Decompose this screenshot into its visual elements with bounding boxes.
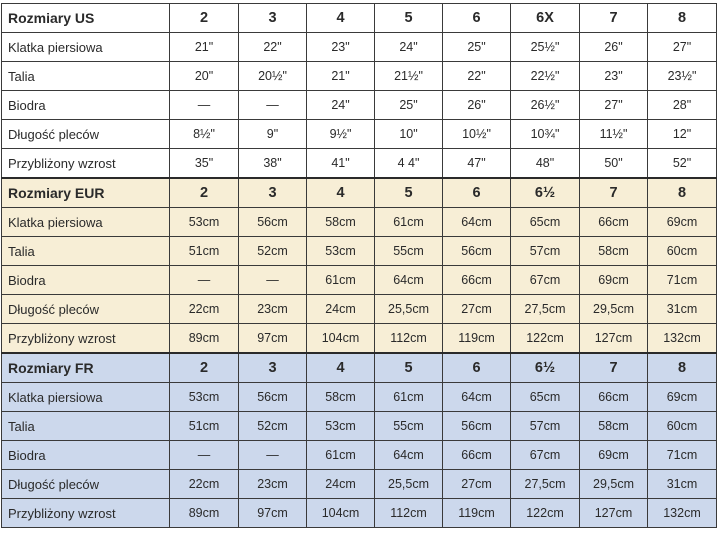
table-cell: 65cm (511, 208, 580, 237)
size-table (1, 3, 717, 528)
table-cell: 51cm (170, 412, 239, 441)
table-cell: 127cm (580, 324, 648, 354)
table-cell: 24cm (307, 470, 375, 499)
table-cell: 48" (511, 149, 580, 179)
table-row (2, 237, 717, 266)
size-header-cell: 4 (307, 178, 375, 208)
table-cell: 38" (239, 149, 307, 179)
table-cell: 25½" (511, 33, 580, 62)
table-cell: — (170, 91, 239, 120)
section-title: Rozmiary US (2, 4, 170, 33)
table-cell: 41" (307, 149, 375, 179)
section-title: Rozmiary FR (2, 353, 170, 383)
table-cell: 29,5cm (580, 470, 648, 499)
table-cell: 66cm (580, 208, 648, 237)
table-row (2, 149, 717, 179)
table-cell: 112cm (375, 499, 443, 528)
size-header-cell: 8 (648, 178, 717, 208)
table-cell: 60cm (648, 412, 717, 441)
table-cell: 22" (239, 33, 307, 62)
table-cell: 69cm (580, 266, 648, 295)
table-cell: 23cm (239, 470, 307, 499)
table-cell: 66cm (443, 266, 511, 295)
size-header-cell: 6 (443, 178, 511, 208)
table-cell: 122cm (511, 499, 580, 528)
table-row (2, 62, 717, 91)
measurement-label: Biodra (2, 91, 170, 120)
table-cell: 28" (648, 91, 717, 120)
table-cell: 26½" (511, 91, 580, 120)
table-row (2, 266, 717, 295)
size-header-cell: 5 (375, 353, 443, 383)
table-cell: 25" (443, 33, 511, 62)
table-cell: 27cm (443, 295, 511, 324)
table-cell: 104cm (307, 324, 375, 354)
table-cell: 127cm (580, 499, 648, 528)
table-cell: 31cm (648, 470, 717, 499)
table-cell: 23" (307, 33, 375, 62)
table-cell: 58cm (307, 208, 375, 237)
table-cell: 64cm (443, 208, 511, 237)
table-cell: 89cm (170, 499, 239, 528)
table-cell: 27,5cm (511, 470, 580, 499)
table-row (2, 412, 717, 441)
table-cell: 56cm (239, 208, 307, 237)
measurement-label: Talia (2, 412, 170, 441)
size-header-cell: 3 (239, 353, 307, 383)
table-row (2, 120, 717, 149)
table-cell: 66cm (443, 441, 511, 470)
table-row (2, 470, 717, 499)
table-cell: 20" (170, 62, 239, 91)
table-cell: 57cm (511, 237, 580, 266)
table-cell: 66cm (580, 383, 648, 412)
table-cell: 69cm (648, 383, 717, 412)
table-cell: 71cm (648, 441, 717, 470)
section-header-row (2, 4, 717, 33)
size-header-cell: 2 (170, 178, 239, 208)
measurement-label: Przybliżony wzrost (2, 499, 170, 528)
table-cell: 21" (307, 62, 375, 91)
table-cell: 119cm (443, 499, 511, 528)
table-cell: 67cm (511, 441, 580, 470)
table-cell: 56cm (443, 412, 511, 441)
size-header-cell: 6½ (511, 178, 580, 208)
table-cell: 22" (443, 62, 511, 91)
table-cell: 26" (580, 33, 648, 62)
size-header-cell: 4 (307, 353, 375, 383)
table-cell: 23" (580, 62, 648, 91)
table-cell: 52" (648, 149, 717, 179)
table-cell: 53cm (170, 383, 239, 412)
table-cell: 58cm (580, 412, 648, 441)
measurement-label: Przybliżony wzrost (2, 324, 170, 354)
table-cell: 27" (580, 91, 648, 120)
table-cell: 23cm (239, 295, 307, 324)
size-header-cell: 3 (239, 4, 307, 33)
table-cell: 27" (648, 33, 717, 62)
table-cell: 71cm (648, 266, 717, 295)
table-cell: 22½" (511, 62, 580, 91)
size-header-cell: 5 (375, 4, 443, 33)
measurement-label: Długość pleców (2, 295, 170, 324)
table-cell: 24" (307, 91, 375, 120)
table-cell: — (170, 441, 239, 470)
size-header-cell: 4 (307, 4, 375, 33)
table-cell: 119cm (443, 324, 511, 354)
table-cell: 52cm (239, 237, 307, 266)
table-cell: 24cm (307, 295, 375, 324)
table-cell: — (239, 266, 307, 295)
table-cell: 64cm (443, 383, 511, 412)
size-header-cell: 7 (580, 353, 648, 383)
table-cell: 26" (443, 91, 511, 120)
table-cell: 89cm (170, 324, 239, 354)
table-cell: 53cm (170, 208, 239, 237)
table-cell: 56cm (443, 237, 511, 266)
size-header-cell: 5 (375, 178, 443, 208)
size-header-cell: 2 (170, 353, 239, 383)
size-header-cell: 7 (580, 178, 648, 208)
measurement-label: Przybliżony wzrost (2, 149, 170, 179)
section-header-row (2, 353, 717, 383)
table-cell: 61cm (307, 266, 375, 295)
table-cell: 69cm (580, 441, 648, 470)
table-row (2, 383, 717, 412)
table-cell: 58cm (580, 237, 648, 266)
table-cell: 60cm (648, 237, 717, 266)
measurement-label: Klatka piersiowa (2, 33, 170, 62)
measurement-label: Talia (2, 62, 170, 91)
table-cell: 10" (375, 120, 443, 149)
section-title: Rozmiary EUR (2, 178, 170, 208)
table-cell: 27,5cm (511, 295, 580, 324)
table-cell: 10¾" (511, 120, 580, 149)
table-cell: 25" (375, 91, 443, 120)
measurement-label: Klatka piersiowa (2, 208, 170, 237)
table-cell: 50" (580, 149, 648, 179)
table-row (2, 324, 717, 354)
table-cell: 69cm (648, 208, 717, 237)
table-cell: 25,5cm (375, 295, 443, 324)
table-cell: 132cm (648, 324, 717, 354)
table-cell: 64cm (375, 441, 443, 470)
size-chart (1, 3, 717, 528)
table-row (2, 499, 717, 528)
table-cell: 9½" (307, 120, 375, 149)
table-cell: 47" (443, 149, 511, 179)
table-cell: 24" (375, 33, 443, 62)
table-row (2, 91, 717, 120)
table-cell: 55cm (375, 412, 443, 441)
table-cell: 27cm (443, 470, 511, 499)
table-cell: 12" (648, 120, 717, 149)
measurement-label: Talia (2, 237, 170, 266)
size-header-cell: 3 (239, 178, 307, 208)
table-cell: 53cm (307, 412, 375, 441)
size-header-cell: 8 (648, 353, 717, 383)
table-cell: 52cm (239, 412, 307, 441)
table-cell: 64cm (375, 266, 443, 295)
size-header-cell: 2 (170, 4, 239, 33)
table-cell: 61cm (375, 383, 443, 412)
table-cell: 61cm (307, 441, 375, 470)
measurement-label: Długość pleców (2, 120, 170, 149)
table-cell: 61cm (375, 208, 443, 237)
table-cell: — (170, 266, 239, 295)
table-cell: 67cm (511, 266, 580, 295)
measurement-label: Biodra (2, 441, 170, 470)
table-cell: 8½" (170, 120, 239, 149)
size-header-cell: 6 (443, 353, 511, 383)
table-cell: 20½" (239, 62, 307, 91)
table-cell: 22cm (170, 295, 239, 324)
table-cell: 23½" (648, 62, 717, 91)
table-cell: 9" (239, 120, 307, 149)
table-cell: 57cm (511, 412, 580, 441)
measurement-label: Długość pleców (2, 470, 170, 499)
table-cell: 31cm (648, 295, 717, 324)
table-cell: 55cm (375, 237, 443, 266)
table-cell: 132cm (648, 499, 717, 528)
table-cell: 21½" (375, 62, 443, 91)
table-row (2, 33, 717, 62)
table-row (2, 441, 717, 470)
table-cell: 11½" (580, 120, 648, 149)
size-header-cell: 7 (580, 4, 648, 33)
measurement-label: Klatka piersiowa (2, 383, 170, 412)
table-cell: 58cm (307, 383, 375, 412)
size-header-cell: 8 (648, 4, 717, 33)
size-header-cell: 6½ (511, 353, 580, 383)
table-cell: 56cm (239, 383, 307, 412)
table-cell: 53cm (307, 237, 375, 266)
table-cell: — (239, 441, 307, 470)
table-cell: 29,5cm (580, 295, 648, 324)
table-cell: 21" (170, 33, 239, 62)
table-cell: 65cm (511, 383, 580, 412)
table-cell: 22cm (170, 470, 239, 499)
table-cell: 97cm (239, 324, 307, 354)
section-header-row (2, 178, 717, 208)
table-cell: — (239, 91, 307, 120)
measurement-label: Biodra (2, 266, 170, 295)
table-cell: 4 4" (375, 149, 443, 179)
table-cell: 122cm (511, 324, 580, 354)
table-cell: 10½" (443, 120, 511, 149)
table-cell: 112cm (375, 324, 443, 354)
table-cell: 35" (170, 149, 239, 179)
table-row (2, 208, 717, 237)
size-header-cell: 6 (443, 4, 511, 33)
table-row (2, 295, 717, 324)
table-cell: 25,5cm (375, 470, 443, 499)
table-cell: 51cm (170, 237, 239, 266)
table-cell: 104cm (307, 499, 375, 528)
table-cell: 97cm (239, 499, 307, 528)
size-header-cell: 6X (511, 4, 580, 33)
